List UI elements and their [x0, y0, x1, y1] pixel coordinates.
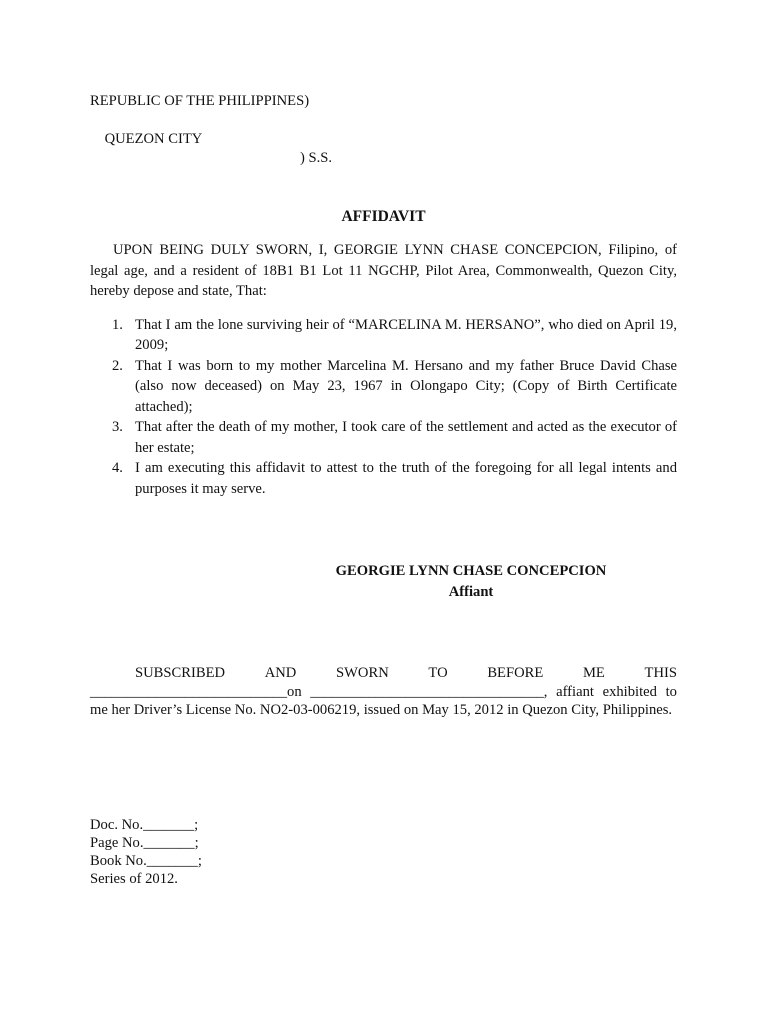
document-title: AFFIDAVIT	[341, 208, 426, 225]
affidavit-document	[90, 92, 677, 888]
intro-paragraph: UPON BEING DULY SWORN, I, GEORGIE LYNN CHASE CONCEPCION, Filipino, of legal age, and a resident of 18B1 B1 Lot 11 NGCHP, Pilot Area, Commonwealth, Quezon City, hereby depose and state, That:	[90, 242, 677, 299]
list-item: 4. I am executing this affidavit to attest to the truth of the foregoing for all legal intents and purposes it may serve.	[112, 460, 677, 497]
list-item: 2. That I was born to my mother Marcelina M. Hersano and my father Bruce David Chase (also now deceased) on May 23, 1967 in Olongapo City; (Copy of Birth Certificate attached);	[112, 357, 677, 415]
page-number: Page No._______;	[90, 834, 199, 851]
doc-number: Doc. No._______;	[90, 816, 199, 833]
city-text: QUEZON CITY	[104, 131, 203, 147]
signature-block	[280, 561, 662, 603]
affiant-name: GEORGIE LYNN CHASE CONCEPCION	[335, 563, 607, 579]
jurat-line-2: ___________________________on ________________________________, affiant exhibited to	[90, 683, 677, 700]
series-year: Series of 2012.	[90, 870, 178, 887]
book-number: Book No._______;	[90, 852, 202, 869]
republic-line: REPUBLIC OF THE PHILIPPINES)	[90, 93, 310, 109]
notary-details	[90, 816, 677, 888]
jurat-line-1: SUBSCRIBED AND SWORN TO BEFORE ME THIS	[135, 665, 677, 681]
city-line	[90, 111, 677, 187]
ss-text: ) S.S.	[300, 150, 333, 166]
jurat-paragraph	[90, 664, 677, 720]
jurat-line-rest: me her Driver’s License No. NO2-03-006219, issued on May 15, 2012 in Quezon City, Philippines.	[90, 702, 673, 718]
affiant-label: Affiant	[448, 584, 494, 600]
statement-list	[90, 315, 677, 500]
list-item: 1. That I am the lone surviving heir of “MARCELINA M. HERSANO”, who died on April 19, 2009;	[112, 316, 677, 353]
list-item: 3. That after the death of my mother, I took care of the settlement and acted as the executor of her estate;	[112, 419, 677, 456]
